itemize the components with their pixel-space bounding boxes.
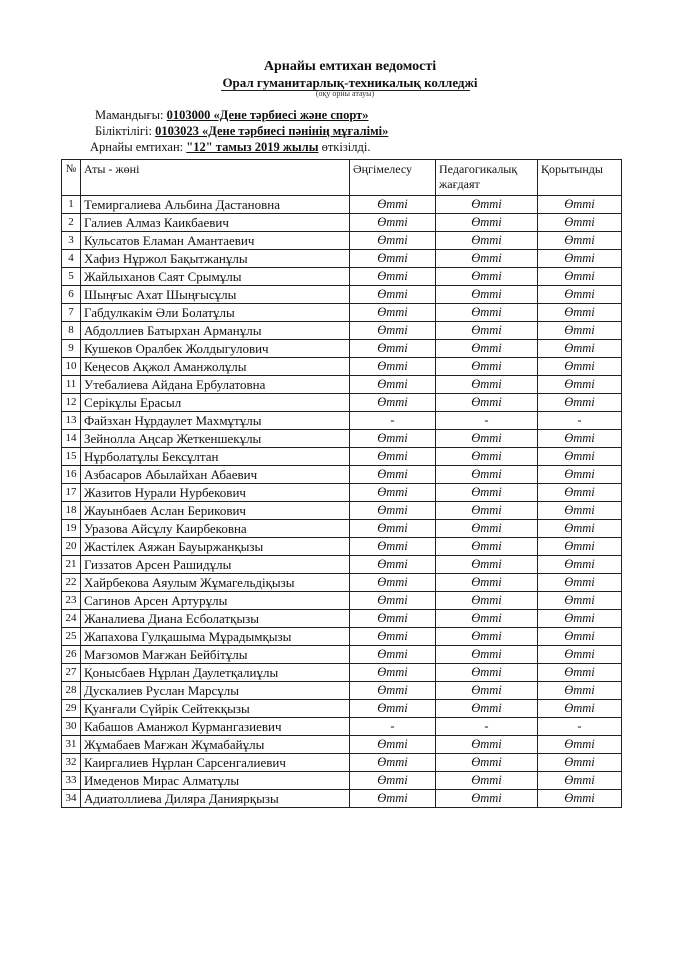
table-row [62,700,622,718]
final-result: Өтті [538,358,622,376]
row-number: 28 [62,682,81,700]
interview-result: Өтті [350,574,436,592]
pedagogical-result: Өтті [436,592,538,610]
row-number: 6 [62,286,81,304]
student-name: Адиатоллиева Диляра Даниярқызы [81,790,350,808]
table-row [62,466,622,484]
student-name: Зейнолла Аңсар Жеткеншекұлы [81,430,350,448]
pedagogical-result: Өтті [436,556,538,574]
row-number: 15 [62,448,81,466]
row-number: 34 [62,790,81,808]
final-result: Өтті [538,448,622,466]
interview-result: Өтті [350,736,436,754]
document-title: Арнайы емтихан ведомості [263,59,437,74]
interview-result: Өтті [350,430,436,448]
interview-result: Өтті [350,214,436,232]
interview-result: Өтті [350,610,436,628]
pedagogical-result: Өтті [436,682,538,700]
student-name: Файзхан Нұрдаулет Махмұтұлы [81,412,350,430]
row-number: 29 [62,700,81,718]
student-name: Сагинов Арсен Артурұлы [81,592,350,610]
header-interview: Әңгімелесу [350,160,436,196]
pedagogical-result: Өтті [436,646,538,664]
student-name: Хафиз Нұржол Бақытжанұлы [81,250,350,268]
table-row [62,340,622,358]
student-name: Абдоллиев Батырхан Арманұлы [81,322,350,340]
pedagogical-result: Өтті [436,538,538,556]
interview-result: Өтті [350,358,436,376]
interview-result: Өтті [350,394,436,412]
student-name: Жастілек Аяжан Бауыржанқызы [81,538,350,556]
row-number: 10 [62,358,81,376]
interview-result: Өтті [350,754,436,772]
row-number: 13 [62,412,81,430]
interview-result: Өтті [350,646,436,664]
final-result: Өтті [538,196,622,214]
student-name: Мағзомов Мағжан Бейбітұлы [81,646,350,664]
student-name: Азбасаров Абылайхан Абаевич [81,466,350,484]
interview-result: - [350,412,436,430]
final-result: Өтті [538,232,622,250]
table-row [62,736,622,754]
student-name: Габдулкакім Әли Болатұлы [81,304,350,322]
row-number: 18 [62,502,81,520]
row-number: 9 [62,340,81,358]
pedagogical-result: Өтті [436,754,538,772]
row-number: 19 [62,520,81,538]
exam-line [90,140,370,155]
final-result: Өтті [538,592,622,610]
pedagogical-result: Өтті [436,664,538,682]
table-row [62,286,622,304]
final-result: Өтті [538,664,622,682]
table-row [62,610,622,628]
final-result: Өтті [538,646,622,664]
interview-result: Өтті [350,286,436,304]
table-row [62,772,622,790]
table-row [62,538,622,556]
final-result: Өтті [538,556,622,574]
student-name: Қонысбаев Нұрлан Даулетқалиұлы [81,664,350,682]
row-number: 5 [62,268,81,286]
pedagogical-result: Өтті [436,196,538,214]
row-number: 16 [62,466,81,484]
row-number: 23 [62,592,81,610]
student-name: Уразова Айсұлу Каирбековна [81,520,350,538]
row-number: 25 [62,628,81,646]
interview-result: Өтті [350,664,436,682]
final-result: Өтті [538,682,622,700]
table-row [62,448,622,466]
row-number: 30 [62,718,81,736]
student-name: Кеңесов Ақжол Аманжолұлы [81,358,350,376]
header-pedagogical: Педагогикалық жағдаят [436,160,538,196]
pedagogical-result: Өтті [436,502,538,520]
pedagogical-result: Өтті [436,574,538,592]
table-row [62,430,622,448]
interview-result: Өтті [350,466,436,484]
final-result: Өтті [538,772,622,790]
table-row [62,394,622,412]
final-result: Өтті [538,790,622,808]
interview-result: Өтті [350,682,436,700]
table-row [62,268,622,286]
table-row [62,214,622,232]
interview-result: - [350,718,436,736]
pedagogical-result: Өтті [436,322,538,340]
exam-label: Арнайы емтихан: [90,140,184,154]
qualification-value: 0103023 «Дене тәрбиесі пәнінің мұғалімі» [155,124,389,138]
pedagogical-result: Өтті [436,214,538,232]
final-result: Өтті [538,304,622,322]
interview-result: Өтті [350,556,436,574]
student-name: Кабашов Аманжол Курмангазиевич [81,718,350,736]
table-row [62,790,622,808]
interview-result: Өтті [350,790,436,808]
final-result: Өтті [538,250,622,268]
table-row [62,322,622,340]
pedagogical-result: Өтті [436,790,538,808]
row-number: 14 [62,430,81,448]
row-number: 12 [62,394,81,412]
pedagogical-result: Өтті [436,286,538,304]
header-name: Аты - жөні [81,160,350,196]
specialty-value: 0103000 «Дене тәрбиесі және спорт» [166,108,369,122]
pedagogical-result: Өтті [436,250,538,268]
table-row [62,646,622,664]
pedagogical-result: - [436,412,538,430]
final-result: Өтті [538,322,622,340]
table-row [62,376,622,394]
pedagogical-result: Өтті [436,466,538,484]
interview-result: Өтті [350,592,436,610]
row-number: 8 [62,322,81,340]
student-name: Дускалиев Руслан Марсұлы [81,682,350,700]
table-row [62,592,622,610]
final-result: Өтті [538,700,622,718]
table-row [62,250,622,268]
interview-result: Өтті [350,538,436,556]
final-result: Өтті [538,736,622,754]
exam-date: "12" тамыз 2019 жылы [186,140,319,154]
interview-result: Өтті [350,484,436,502]
table-row [62,664,622,682]
pedagogical-result: - [436,718,538,736]
table-row [62,556,622,574]
student-name: Каиргалиев Нұрлан Сарсенгалиевич [81,754,350,772]
student-name: Серікұлы Ерасыл [81,394,350,412]
table-row [62,484,622,502]
final-result: Өтті [538,394,622,412]
interview-result: Өтті [350,376,436,394]
final-result: Өтті [538,214,622,232]
row-number: 22 [62,574,81,592]
row-number: 31 [62,736,81,754]
pedagogical-result: Өтті [436,394,538,412]
pedagogical-result: Өтті [436,232,538,250]
table-row [62,628,622,646]
final-result: Өтті [538,754,622,772]
interview-result: Өтті [350,196,436,214]
interview-result: Өтті [350,232,436,250]
final-result: - [538,412,622,430]
row-number: 3 [62,232,81,250]
interview-result: Өтті [350,772,436,790]
final-result: Өтті [538,484,622,502]
row-number: 2 [62,214,81,232]
table-row [62,520,622,538]
student-name: Жұмабаев Мағжан Жұмабайұлы [81,736,350,754]
table-row [62,502,622,520]
final-result: Өтті [538,574,622,592]
table-header-row [62,160,622,196]
table-row [62,232,622,250]
pedagogical-result: Өтті [436,520,538,538]
final-result: Өтті [538,286,622,304]
header-result: Қорытынды [538,160,622,196]
final-result: Өтті [538,520,622,538]
pedagogical-result: Өтті [436,772,538,790]
row-number: 32 [62,754,81,772]
table-row [62,574,622,592]
interview-result: Өтті [350,304,436,322]
table-body [62,196,622,808]
row-number: 33 [62,772,81,790]
pedagogical-result: Өтті [436,376,538,394]
student-name: Жазитов Нурали Нурбекович [81,484,350,502]
table-row [62,412,622,430]
row-number: 21 [62,556,81,574]
student-name: Галиев Алмаз Каикбаевич [81,214,350,232]
specialty-label: Мамандығы: [95,108,164,122]
student-name: Темиргалиева Альбина Дастановна [81,196,350,214]
row-number: 4 [62,250,81,268]
interview-result: Өтті [350,322,436,340]
interview-result: Өтті [350,340,436,358]
final-result: Өтті [538,340,622,358]
qualification-line [95,124,388,139]
exam-suffix: өткізілді. [321,140,371,154]
interview-result: Өтті [350,268,436,286]
college-name: Орал гуманитарлық-техникалық колледжі [222,75,478,90]
row-number: 17 [62,484,81,502]
header-number: № [62,160,81,196]
row-number: 24 [62,610,81,628]
table-row [62,754,622,772]
pedagogical-result: Өтті [436,484,538,502]
pedagogical-result: Өтті [436,700,538,718]
student-name: Шыңғыс Ахат Шыңғысұлы [81,286,350,304]
student-name: Кульсатов Еламан Амантаевич [81,232,350,250]
student-name: Гиззатов Арсен Рашидұлы [81,556,350,574]
interview-result: Өтті [350,628,436,646]
student-name: Қуанғали Сүйрік Сейтекқызы [81,700,350,718]
final-result: Өтті [538,628,622,646]
row-number: 11 [62,376,81,394]
student-name: Жайлыханов Саят Срымұлы [81,268,350,286]
interview-result: Өтті [350,502,436,520]
final-result: Өтті [538,502,622,520]
pedagogical-result: Өтті [436,268,538,286]
interview-result: Өтті [350,250,436,268]
row-number: 27 [62,664,81,682]
pedagogical-result: Өтті [436,304,538,322]
pedagogical-result: Өтті [436,610,538,628]
row-number: 1 [62,196,81,214]
table-row [62,358,622,376]
table-row [62,304,622,322]
table-row [62,196,622,214]
student-name: Жауынбаев Аслан Берикович [81,502,350,520]
student-name: Нұрболатұлы Бексұлтан [81,448,350,466]
final-result: Өтті [538,430,622,448]
student-name: Жапахова Гулқашыма Мұрадымқызы [81,628,350,646]
interview-result: Өтті [350,520,436,538]
pedagogical-result: Өтті [436,736,538,754]
row-number: 26 [62,646,81,664]
pedagogical-result: Өтті [436,358,538,376]
pedagogical-result: Өтті [436,430,538,448]
pedagogical-result: Өтті [436,448,538,466]
table-row [62,718,622,736]
table-row [62,682,622,700]
final-result: Өтті [538,466,622,484]
student-name: Имеденов Мирас Алматұлы [81,772,350,790]
row-number: 20 [62,538,81,556]
student-name: Хайрбекова Аяулым Жұмагельдіқызы [81,574,350,592]
pedagogical-result: Өтті [436,628,538,646]
pedagogical-result: Өтті [436,340,538,358]
row-number: 7 [62,304,81,322]
student-name: Кушеков Оралбек Жолдыгулович [81,340,350,358]
final-result: - [538,718,622,736]
final-result: Өтті [538,268,622,286]
college-note: (оқу орны атауы) [315,89,375,98]
interview-result: Өтті [350,700,436,718]
final-result: Өтті [538,538,622,556]
student-name: Жаналиева Диана Есболатқызы [81,610,350,628]
specialty-line [95,108,369,123]
final-result: Өтті [538,610,622,628]
results-table [61,159,622,808]
student-name: Утебалиева Айдана Ербулатовна [81,376,350,394]
qualification-label: Біліктілігі: [95,124,152,138]
final-result: Өтті [538,376,622,394]
interview-result: Өтті [350,448,436,466]
